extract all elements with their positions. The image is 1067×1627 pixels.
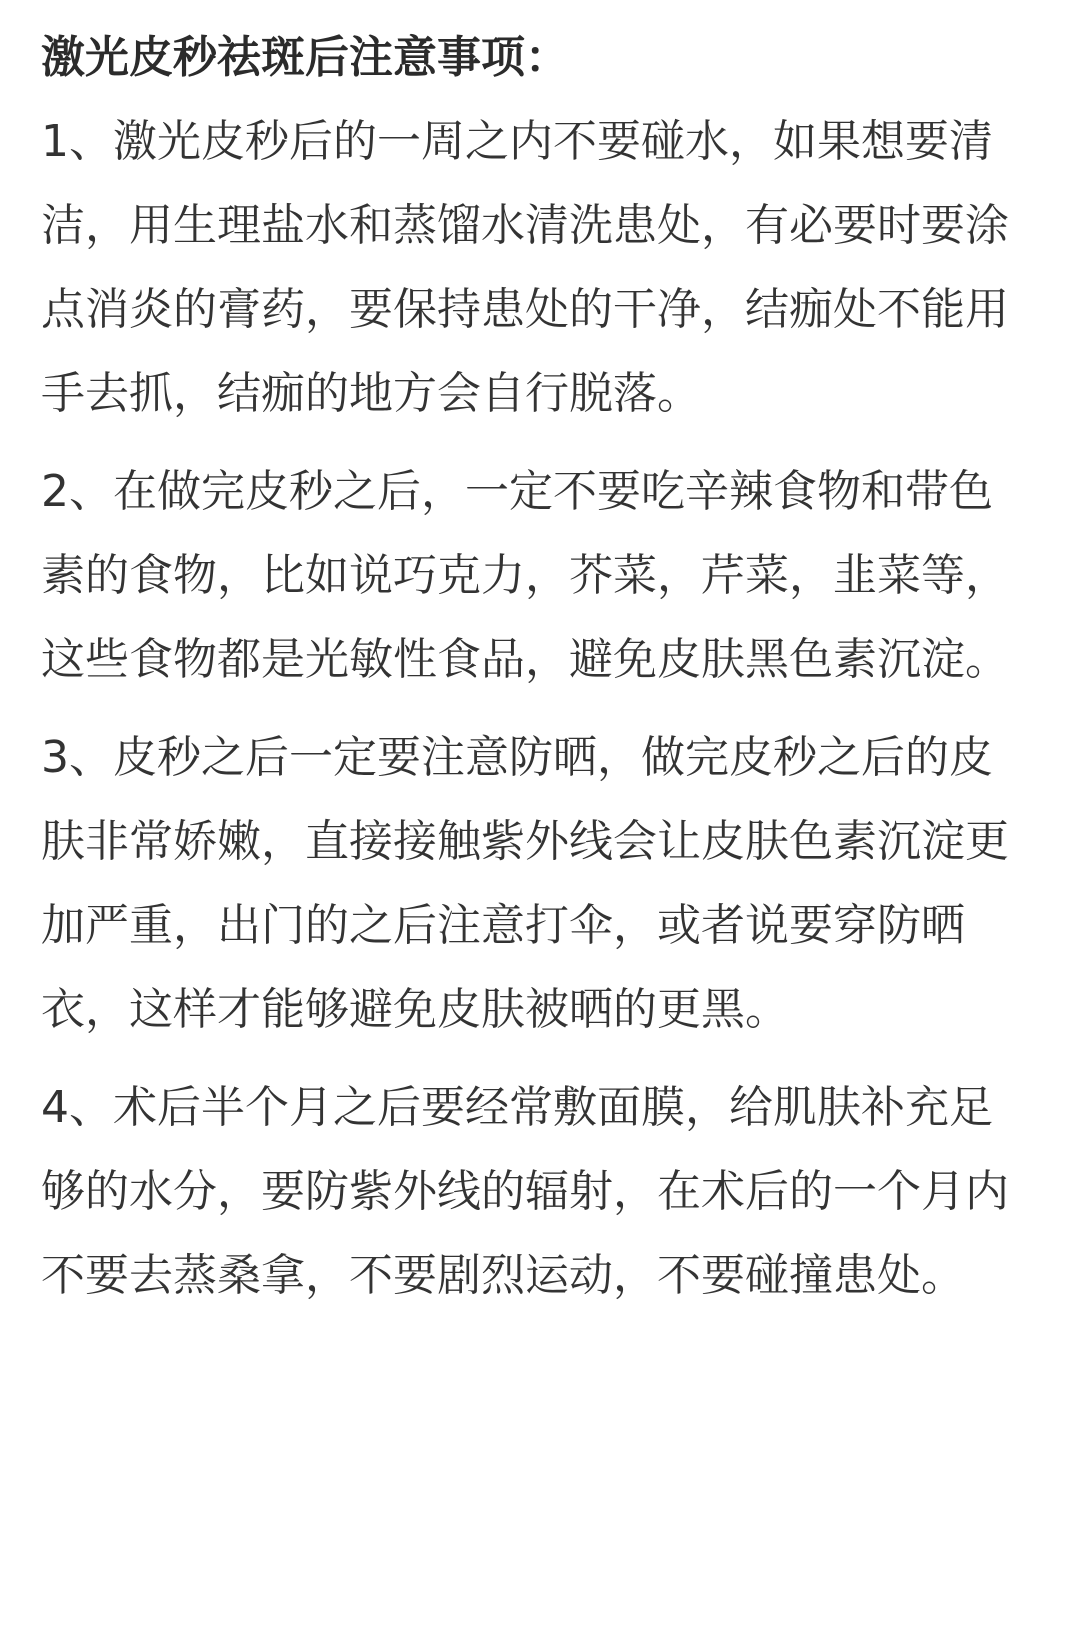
article-body xyxy=(41,16,1031,1318)
article-title: 激光皮秒祛斑后注意事项： xyxy=(41,32,569,83)
paragraph-4: 4、术后半个月之后要经常敷面膜，给肌肤补充足够的水分，要防紫外线的辐射，在术后的一个月内不要去蒸桑拿，不要剧烈运动，不要碰撞患处。 xyxy=(41,1082,1009,1301)
paragraph-1: 1、激光皮秒后的一周之内不要碰水，如果想要清洁，用生理盐水和蒸馏水清洗患处，有必要时要涂点消炎的膏药，要保持患处的干净，结痂处不能用手去抓，结痂的地方会自行脱落。 xyxy=(41,116,1009,419)
paragraph-3: 3、皮秒之后一定要注意防晒，做完皮秒之后的皮肤非常娇嫩，直接接触紫外线会让皮肤色素沉淀更加严重，出门的之后注意打伞，或者说要穿防晒衣，这样才能够避免皮肤被晒的更黑。 xyxy=(41,732,1009,1035)
paragraph-2: 2、在做完皮秒之后，一定不要吃辛辣食物和带色素的食物，比如说巧克力，芥菜，芹菜，韭菜等，这些食物都是光敏性食品，避免皮肤黑色素沉淀。 xyxy=(41,466,1009,685)
